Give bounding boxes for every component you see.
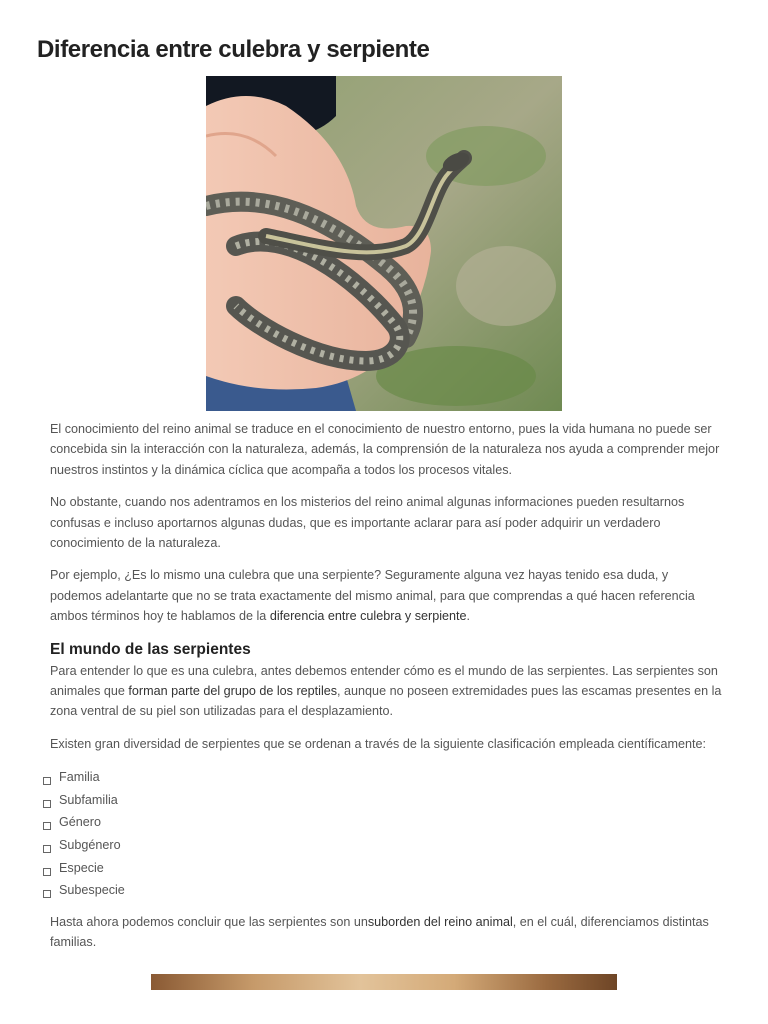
text-segment: . <box>466 609 471 624</box>
text-segment: Para entender lo que es una culebra, antes debemos entender cómo es el mundo de las serpientes. Las serpientes son animales que <box>50 663 718 699</box>
square-checkbox-icon <box>43 777 51 785</box>
paragraph-conclusion <box>50 912 722 953</box>
list-item <box>43 859 722 882</box>
text-segment: Hasta ahora podemos concluir que las serpientes son un <box>50 914 368 929</box>
paragraph-intro: El conocimiento del reino animal se traduce en el conocimiento de nuestro entorno, pues la vida humana no puede ser concebida sin la interacción con la naturaleza, además, la comprensión de la naturaleza nos ayuda a comprender mejor nuestros instintos y la dinámica cíclica que acompaña a todos los procesos vitales. <box>50 422 720 477</box>
list-item <box>43 813 722 836</box>
list-item-label: Subespecie <box>59 883 125 898</box>
list-item <box>43 881 722 904</box>
paragraph-doubts: No obstante, cuando nos adentramos en los misterios del reino animal algunas informaciones pueden resultarnos confusas e incluso aportarnos algunas dudas, que es importante aclarar para así poder adquirir un verdadero conocimiento de la naturaleza. <box>50 495 685 551</box>
list-item-label: Especie <box>59 860 104 875</box>
paragraph-serpientes <box>50 661 722 722</box>
list-item-label: Subfamilia <box>59 792 118 807</box>
list-item-label: Subgénero <box>59 838 121 853</box>
list-item-label: Género <box>59 815 102 830</box>
classification-list <box>43 768 722 904</box>
paragraph-example <box>50 565 722 626</box>
text-segment: Por ejemplo, ¿Es lo mismo una culebra que una serpiente? Seguramente alguna vez hayas tenido esa duda, y podemos adelantarte que no se trata exactamente del mismo animal, para que comprendas a qué hacen referencia ambos términos hoy te hablamos de la <box>50 568 695 624</box>
section-heading: El mundo de las serpientes <box>50 640 251 658</box>
square-checkbox-icon <box>43 822 51 830</box>
list-item <box>43 768 722 791</box>
square-checkbox-icon <box>43 800 51 808</box>
article-body <box>50 419 722 965</box>
text-segment: , en el cuál, diferenciamos distintas familias. <box>50 914 709 950</box>
list-item <box>43 836 722 859</box>
link-grupo-reptiles[interactable]: forman parte del grupo de los reptiles <box>128 684 338 699</box>
link-suborden-reino-animal[interactable]: suborden del reino animal <box>367 914 513 929</box>
square-checkbox-icon <box>43 845 51 853</box>
square-checkbox-icon <box>43 868 51 876</box>
text-segment: , aunque no poseen extremidades pues las escamas presentes en la zona ventral de su piel son utilizadas para el desplazamiento. <box>50 684 722 719</box>
link-diferencia-culebra-serpiente[interactable]: diferencia entre culebra y serpiente <box>269 609 467 624</box>
square-checkbox-icon <box>43 890 51 898</box>
snake-photo-illustration <box>206 76 562 411</box>
paragraph-clasificacion: Existen gran diversidad de serpientes que se ordenan a través de la siguiente clasificación empleada científicamente: <box>50 736 706 751</box>
snake-in-hand-photo <box>206 76 562 411</box>
page-title: Diferencia entre culebra y serpiente <box>37 36 430 63</box>
list-item <box>43 791 722 814</box>
list-item-label: Familia <box>59 770 100 785</box>
next-image-partial <box>151 974 617 990</box>
